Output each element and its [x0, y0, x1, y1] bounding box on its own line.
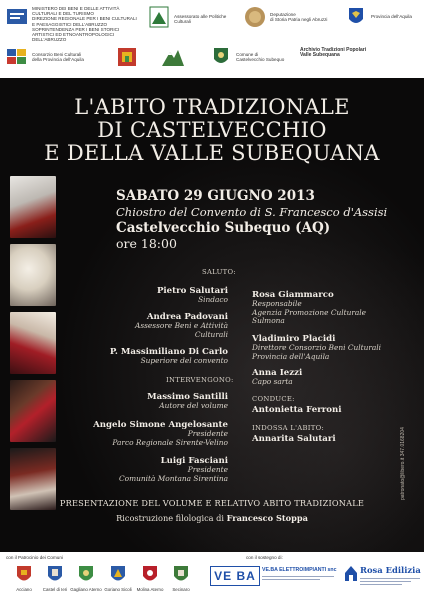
municipality-molina-aterno: Molina Aterno	[136, 587, 164, 592]
speaker-placidi: Vladimiro Placidi Direttore Consorzio Beni Culturali Provincia dell'Aquila	[252, 334, 381, 361]
seal-icon	[244, 6, 266, 28]
municipality-gagliano-aterno: Gagliano Aterno	[70, 587, 102, 592]
rosa-edilizia-details	[360, 576, 420, 587]
house-icon	[344, 564, 358, 582]
veba-contact-lines	[262, 574, 334, 584]
event-info	[116, 188, 387, 251]
mountain-icon	[160, 44, 186, 70]
deputazione-logo: Deputazione di Storia Patria negli Abruzzi	[244, 6, 327, 28]
castel-di-ieri-crest-icon	[47, 565, 63, 585]
mountain-logo	[160, 44, 190, 70]
speaker-giammarco: Rosa Giammarco Responsabile Agenzia Promozione Culturale Sulmona	[252, 290, 367, 326]
indossa-name: Annarita Salutari	[252, 434, 336, 444]
municipality-acciano: Acciano	[16, 587, 32, 592]
saluto-label: SALUTO:	[202, 268, 236, 276]
provincia-logo: Provincia dell'Aquila	[345, 6, 412, 28]
municipality-secinaro: Secinaro	[172, 587, 190, 592]
poster-title: L'ABITO TRADIZIONALE DI CASTELVECCHIO E DELLA VALLE SUBEQUANA	[44, 95, 380, 165]
regione-abruzzo-icon	[148, 6, 170, 28]
lace-photo	[10, 176, 56, 238]
bottom-sponsor-band	[0, 552, 424, 600]
ministry-logo: MINISTERO DEI BENI E DELLE ATTIVITÀ CULTURALI E DEL TURISMO DIREZIONE REGIONALE PER I BENI CULTURALI E PAESAGGISTICI DELL'ABRUZZO SOPRINTENDENZA PER I BENI STORICI ARTISTICI ED ETNOANTROPOLOGICI DELL'ABRUZZO	[6, 6, 140, 42]
event-venue: Chiostro del Convento di S. Francesco d'Assisi	[116, 205, 388, 219]
red-dress-photo	[10, 312, 56, 374]
event-date: SABATO 29 GIUGNO 2013	[116, 188, 315, 204]
veba-logo: VE BA	[210, 566, 260, 586]
embroidery-photo	[10, 244, 56, 306]
consorzio-icon	[6, 46, 28, 68]
conduce-label: CONDUCE:	[252, 395, 295, 403]
comune-crest-icon	[210, 46, 232, 68]
goriano-sicoli-crest-icon	[110, 565, 126, 585]
gagliano-aterno-crest-icon	[78, 565, 94, 585]
intervengono-label: INTERVENGONO:	[166, 376, 234, 384]
speaker-santilli: Massimo Santilli Autore del volume	[147, 392, 228, 410]
archivio-logo: Archivio Tradizioni Popolari Valle Subequana	[300, 47, 367, 59]
event-town: Castelvecchio Subequo (AQ)	[116, 220, 331, 236]
speaker-fasciani: Luigi Fasciani Presidente Comunità Montana Sirentina	[119, 456, 228, 483]
sponsor-label: con il sostegno di:	[246, 555, 283, 560]
patronage-label: con il Patrocinio dei Comuni	[6, 555, 63, 560]
indossa-label: INDOSSA L'ABITO:	[252, 424, 325, 432]
top-logo-band	[0, 0, 424, 78]
secinaro-crest-icon	[173, 565, 189, 585]
speaker-salutari: Pietro Salutari Sindaco	[156, 286, 228, 304]
speaker-iezzi: Anna Iezzi Capo sarta	[252, 368, 303, 386]
castle-logo	[116, 46, 142, 68]
acciano-crest-icon	[16, 565, 32, 585]
consorzio-logo: Consorzio Beni Culturali della Provincia dell'Aquila	[6, 46, 84, 68]
eagle-crest-icon	[345, 6, 367, 28]
molina-aterno-crest-icon	[142, 565, 158, 585]
municipality-goriano-sicoli: Goriano Sicoli	[104, 587, 132, 592]
ministry-logo-icon	[6, 6, 28, 28]
speaker-angelosante: Angelo Simone Angelosante Presidente Parco Regionale Sirente-Velino	[93, 420, 228, 447]
municipality-castel-di-ieri: Castel di Ieri	[42, 587, 68, 592]
rosa-edilizia-name: Rosa Edilizia	[360, 565, 421, 575]
reconstruction-line: Ricostruzione filologica di Francesco Stoppa	[116, 513, 308, 523]
conduce-name: Antonietta Ferroni	[252, 405, 342, 415]
event-time: ore 18:00	[116, 236, 177, 251]
presentation-line: PRESENTAZIONE DEL VOLUME E RELATIVO ABITO TRADIZIONALE	[59, 498, 365, 508]
contact-vertical-text: patronato@libero.it 347.0168204	[400, 427, 406, 500]
veba-name: VE.BA ELETTROIMPIANTI snc	[262, 567, 337, 573]
regione-abruzzo-logo: Assessorato alle Politiche Culturali	[148, 6, 226, 28]
comune-logo: Comune di Castelvecchio Subequo	[210, 46, 284, 68]
speaker-di-carlo: P. Massimiliano Di Carlo Superiore del convento	[109, 347, 228, 365]
castle-crest-icon	[116, 46, 138, 68]
fabric-photo	[10, 380, 56, 442]
speaker-padovani: Andrea Padovani Assessore Beni e Attività Culturali	[134, 312, 228, 339]
